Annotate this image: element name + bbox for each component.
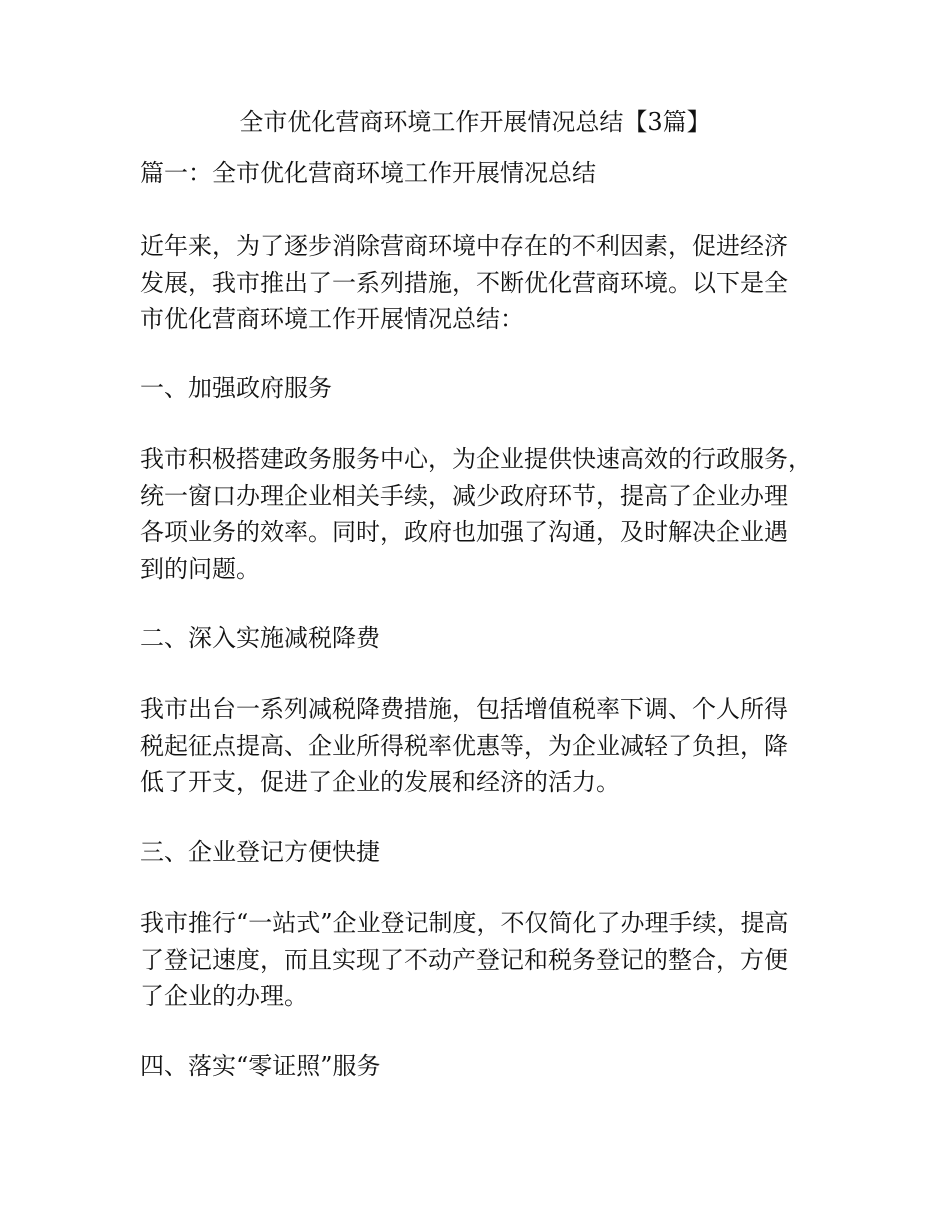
paragraph-line: 统一窗口办理企业相关手续，减少政府环节，提高了企业办理 <box>140 481 788 510</box>
section-heading-4: 四、落实“零证照”服务 <box>140 1052 381 1080</box>
document-title: 全市优化营商环境工作开展情况总结【3篇】 <box>239 108 711 136</box>
document-subtitle: 篇一：全市优化营商环境工作开展情况总结 <box>140 159 596 187</box>
paragraph-line: 市优化营商环境工作开展情况总结： <box>140 305 524 333</box>
paragraph-line: 我市推行“一站式”企业登记制度，不仅简化了办理手续，提高 <box>140 909 789 937</box>
paragraph-line: 我市积极搭建政务服务中心，为企业提供快速高效的行政服务， <box>140 445 812 473</box>
section-heading-2: 二、深入实施减税降费 <box>140 624 380 652</box>
section-paragraph-1 <box>140 441 830 587</box>
paragraph-line: 了登记速度，而且实现了不动产登记和税务登记的整合，方便 <box>140 945 788 974</box>
paragraph-line: 发展，我市推出了一系列措施，不断优化营商环境。以下是全 <box>140 268 788 297</box>
section-heading-1: 一、加强政府服务 <box>140 374 332 402</box>
paragraph-line: 了企业的办理。 <box>140 982 308 1010</box>
intro-paragraph <box>140 228 830 338</box>
paragraph-line: 近年来，为了逐步消除营商环境中存在的不利因素，促进经济 <box>140 232 788 260</box>
section-heading-3: 三、企业登记方便快捷 <box>140 838 380 866</box>
section-paragraph-3 <box>140 905 830 1015</box>
section-paragraph-2 <box>140 691 830 801</box>
paragraph-line: 我市出台一系列减税降费措施，包括增值税率下调、个人所得 <box>140 695 788 723</box>
paragraph-line: 税起征点提高、企业所得税率优惠等，为企业减轻了负担，降 <box>140 731 788 760</box>
paragraph-line: 各项业务的效率。同时，政府也加强了沟通，及时解决企业遇 <box>140 518 788 546</box>
paragraph-line: 低了开支，促进了企业的发展和经济的活力。 <box>140 768 620 796</box>
paragraph-line: 到的问题。 <box>140 554 260 583</box>
